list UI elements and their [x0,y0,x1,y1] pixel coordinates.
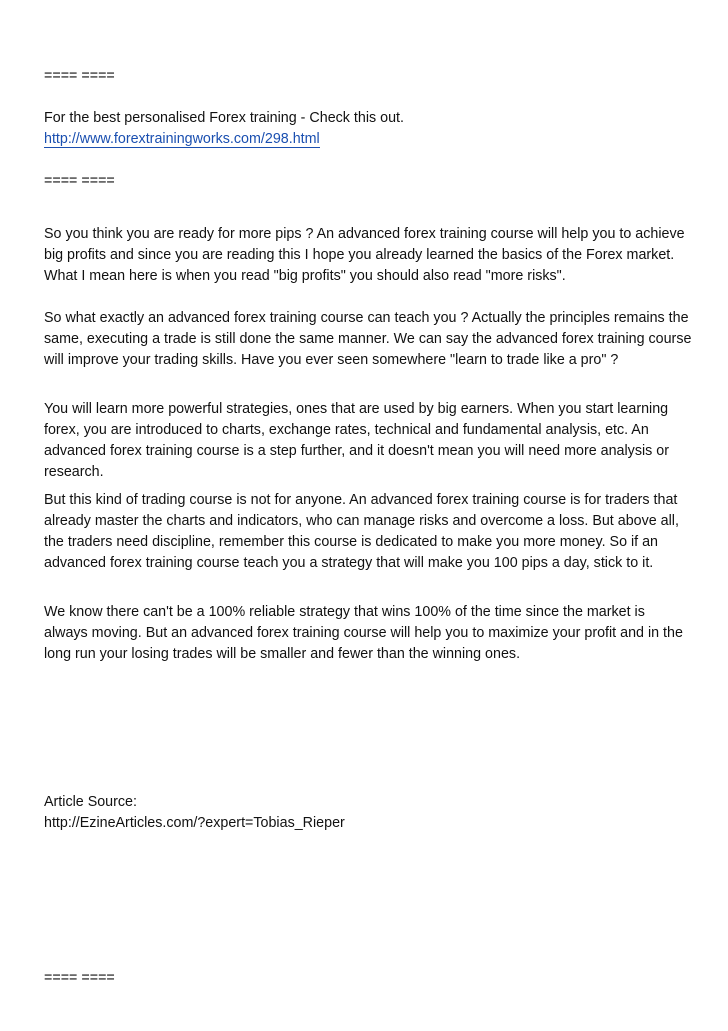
promo-text: For the best personalised Forex training - Check this out. [44,110,404,126]
article-paragraph-4: But this kind of trading course is not for anyone. An advanced forex training course is for traders that already master the charts and indicators, who can manage risks and overcome a loss. But above all, the traders need discipline, remember this course is dedicated to make you more money. So if an advanced forex training course teach you a strategy that will make you 100 pips a day, stick to it. [44,492,679,571]
article-paragraph-5: We know there can't be a 100% reliable strategy that wins 100% of the time since the market is always moving. But an advanced forex training course will help you to maximize your profit and in the long run your losing trades will be smaller and fewer than the winning ones. [44,604,683,662]
promo-link-line [44,129,692,150]
separator-after-promo: ==== ==== [44,173,115,189]
article-source-url: http://EzineArticles.com/?expert=Tobias_Rieper [44,815,345,831]
article-source-label: Article Source: [44,794,137,810]
separator-bottom: ==== ==== [44,970,115,986]
article-paragraph-2: So what exactly an advanced forex training course can teach you ? Actually the principles remains the same, executing a trade is still done the same manner. We can say the advanced forex training course will improve your trading skills. Have you ever seen somewhere "learn to trade like a pro" ? [44,310,692,368]
article-paragraph-1: So you think you are ready for more pips ? An advanced forex training course will help you to achieve big profits and since you are reading this I hope you already learned the basics of the Forex market. What I mean here is when you read "big profits" you should also read "more risks". [44,226,685,284]
separator-top: ==== ==== [44,68,115,84]
article-paragraph-3: You will learn more powerful strategies, ones that are used by big earners. When you start learning forex, you are introduced to charts, exchange rates, technical and fundamental analysis, etc. An advanced forex training course is a step further, and it doesn't mean you will need more analysis or research. [44,401,669,480]
document-page [44,0,692,1031]
promo-link[interactable]: http://www.forextrainingworks.com/298.html [44,131,320,147]
